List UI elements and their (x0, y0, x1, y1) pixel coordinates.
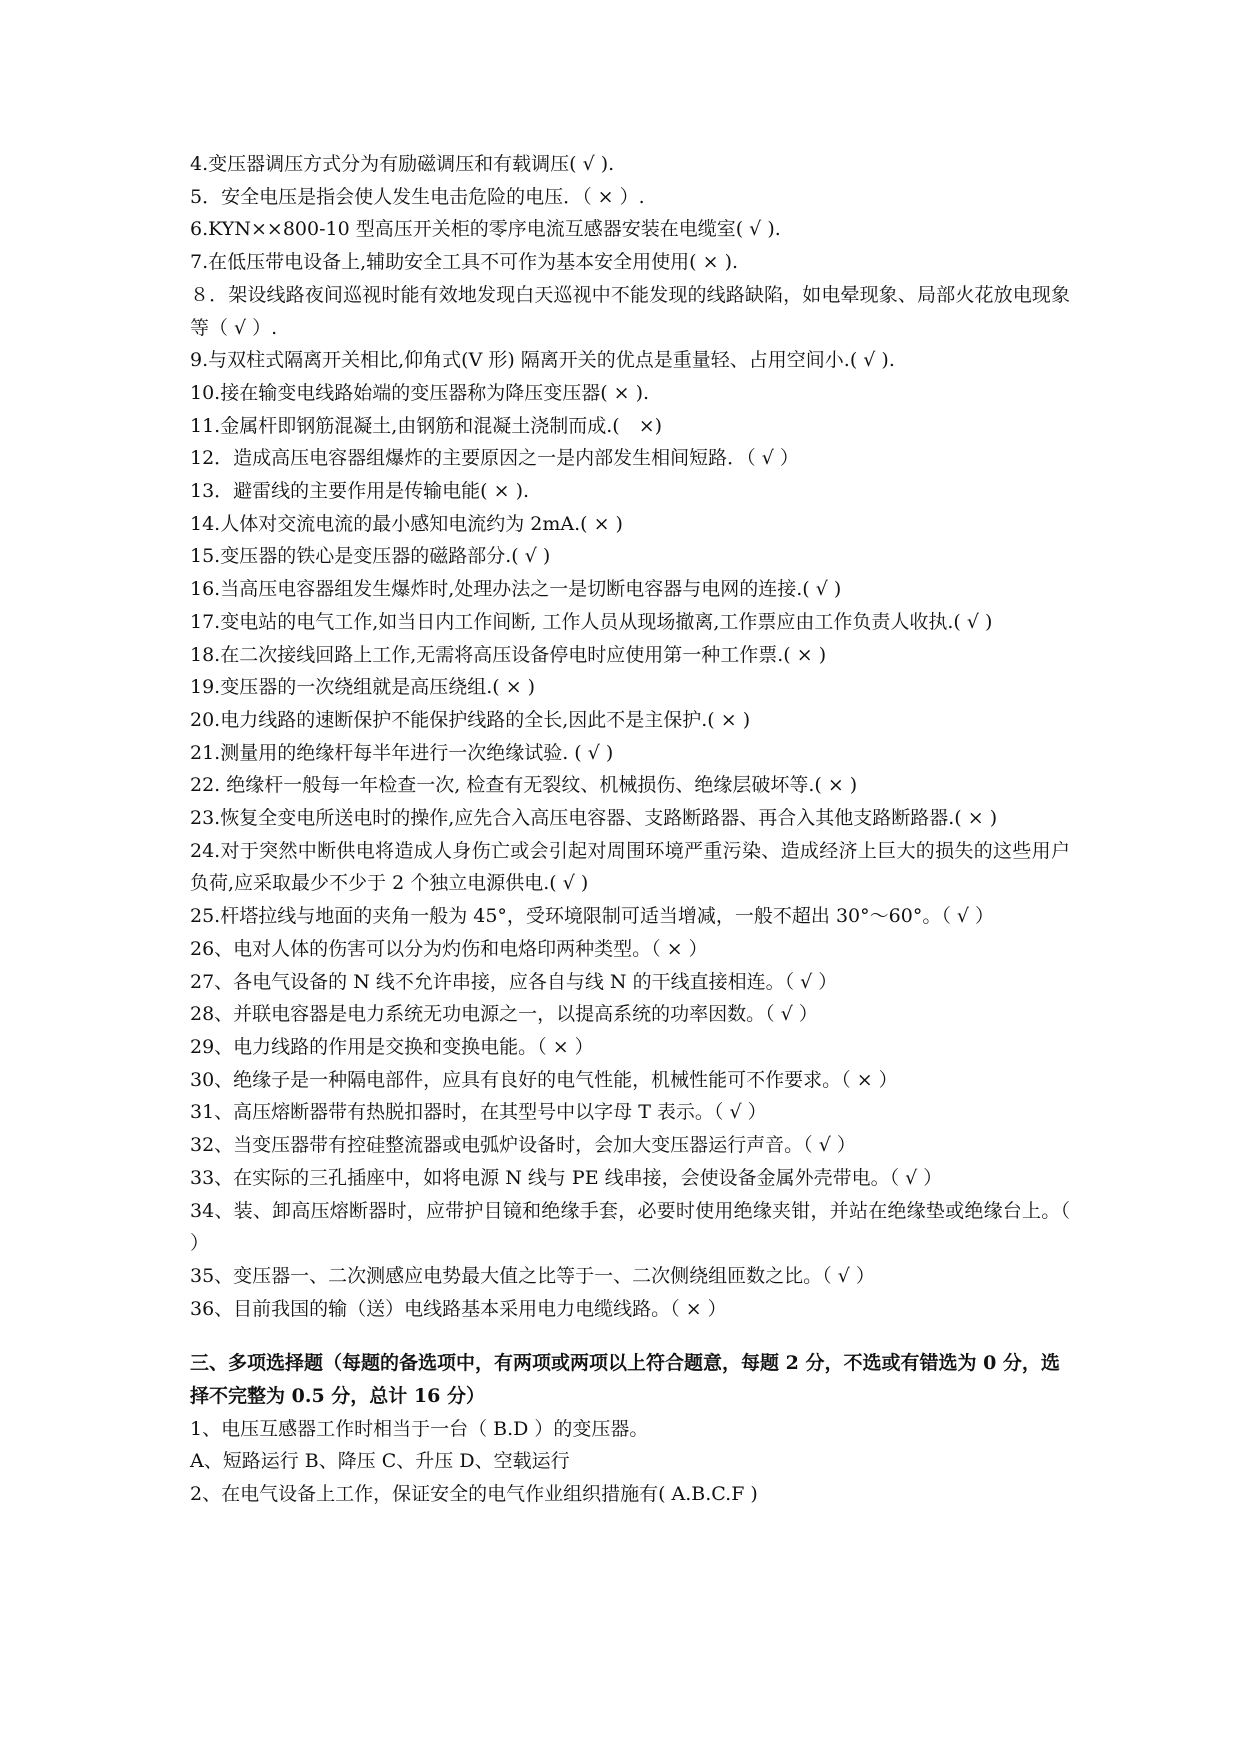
question-17: 17.变电站的电气工作,如当日内工作间断, 工作人员从现场撤离,工作票应由工作负责人收执.( √ ) (190, 610, 993, 633)
question-29: 29、电力线路的作用是交换和变换电能。（ × ） (190, 1035, 594, 1058)
section-spacer (190, 1325, 1070, 1347)
section-3-heading: 三、多项选择题（每题的备选项中，有两项或两项以上符合题意，每题 2 分，不选或有错选为 0 分，选择不完整为 0.5 分，总计 16 分） (190, 1352, 1060, 1408)
question-32: 32、当变压器带有控硅整流器或电弧炉设备时，会加大变压器运行声音。（ √ ） (190, 1134, 856, 1157)
mc-question-2: 2、在电气设备上工作，保证安全的电气作业组织措施有( A.B.C.F ) (190, 1483, 758, 1506)
question-14: 14.人体对交流电流的最小感知电流约为 2mA.( × ) (190, 512, 623, 535)
question-21: 21.测量用的绝缘杆每半年进行一次绝缘试验. ( √ ) (190, 741, 614, 764)
mc-question-1-options: A、短路运行 B、降压 C、升压 D、空载运行 (190, 1450, 570, 1473)
question-5: 5．安全电压是指会使人发生电击危险的电压．（ × ）. (190, 185, 645, 208)
question-27: 27、各电气设备的 N 线不允许串接，应各自与线 N 的干线直接相连。（ √ ） (190, 970, 838, 993)
question-33: 33、在实际的三孔插座中，如将电源 N 线与 PE 线串接，会使设备金属外壳带电。（ √ ） (190, 1166, 943, 1189)
question-7: 7.在低压带电设备上,辅助安全工具不可作为基本安全用使用( × ). (190, 251, 739, 274)
question-12: 12．造成高压电容器组爆炸的主要原因之一是内部发生相间短路．（ √ ） (190, 447, 799, 470)
question-6: 6.KYN××800-10 型高压开关柜的零序电流互感器安装在电缆室( √ ). (190, 218, 781, 241)
question-35: 35、变压器一、二次测感应电势最大值之比等于一、二次侧绕组匝数之比。（ √ ） (190, 1264, 875, 1287)
question-24: 24.对于突然中断供电将造成人身伤亡或会引起对周围环境严重污染、造成经济上巨大的损失的这些用户负荷,应采取最少不少于 2 个独立电源供电.( √ ) (190, 839, 1070, 895)
question-19: 19.变压器的一次绕组就是高压绕组.( × ) (190, 676, 536, 699)
question-10: 10.接在输变电线路始端的变压器称为降压变压器( × ). (190, 381, 650, 404)
question-8: ８．架设线路夜间巡视时能有效地发现白天巡视中不能发现的线路缺陷，如电晕现象、局部火花放电现象等（ √ ）. (190, 283, 1070, 339)
question-16: 16.当高压电容器组发生爆炸时,处理办法之一是切断电容器与电网的连接.( √ ) (190, 578, 842, 601)
question-22: 22. 绝缘杆一般每一年检查一次, 检查有无裂纹、机械损伤、绝缘层破坏等.( × ) (190, 774, 858, 797)
question-26: 26、电对人体的伤害可以分为灼伤和电烙印两种类型。（ × ） (190, 937, 708, 960)
question-11: 11.金属杆即钢筋混凝土,由钢筋和混凝土浇制而成.( ×) (190, 414, 663, 437)
question-15: 15.变压器的铁心是变压器的磁路部分.( √ ) (190, 545, 551, 568)
question-36: 36、目前我国的输（送）电线路基本采用电力电缆线路。（ × ） (190, 1297, 727, 1320)
mc-question-1: 1、电压互感器工作时相当于一台（ B.D ）的变压器。 (190, 1417, 649, 1440)
question-31: 31、高压熔断器带有热脱扣器时，在其型号中以字母 T 表示。（ √ ） (190, 1101, 767, 1124)
question-4: 4.变压器调压方式分为有励磁调压和有载调压( √ ). (190, 153, 615, 175)
question-9: 9.与双柱式隔离开关相比,仰角式(V 形) 隔离开关的优点是重量轻、占用空间小.( √ ). (190, 349, 895, 372)
document-page (190, 148, 1070, 1511)
question-13: 13．避雷线的主要作用是传输电能( × ). (190, 480, 530, 503)
question-18: 18.在二次接线回路上工作,无需将高压设备停电时应使用第一种工作票.( × ) (190, 643, 827, 666)
question-20: 20.电力线路的速断保护不能保护线路的全长,因此不是主保护.( × ) (190, 708, 751, 731)
question-34: 34、装、卸高压熔断器时，应带护目镜和绝缘手套，必要时使用绝缘夹钳，并站在绝缘垫或绝缘台上。（ ） (190, 1199, 1070, 1255)
question-25: 25.杆塔拉线与地面的夹角一般为 45°，受环境限制可适当增减，一般不超出 30°～60°。（ √ ） (190, 905, 995, 928)
question-28: 28、并联电容器是电力系统无功电源之一，以提高系统的功率因数。（ √ ） (190, 1003, 818, 1026)
question-30: 30、绝缘子是一种隔电部件，应具有良好的电气性能，机械性能可不作要求。（ × ） (190, 1068, 898, 1091)
question-23: 23.恢复全变电所送电时的操作,应先合入高压电容器、支路断路器、再合入其他支路断路器.( × ) (190, 807, 998, 830)
